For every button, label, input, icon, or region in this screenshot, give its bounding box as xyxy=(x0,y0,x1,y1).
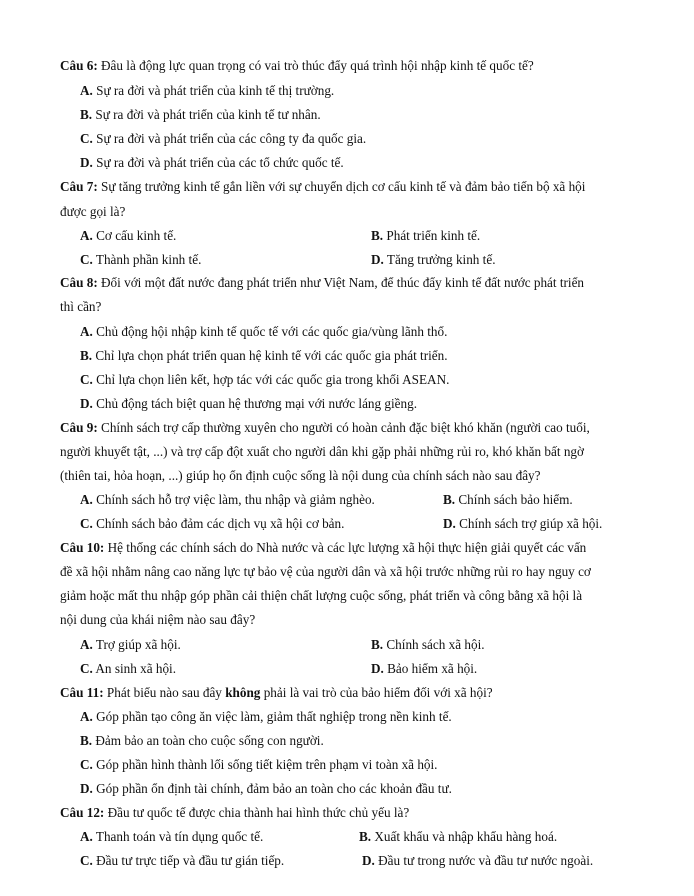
option-letter: C. xyxy=(80,757,93,772)
option-letter: C. xyxy=(80,516,93,531)
question-text: (thiên tai, hỏa hoạn, ...) giúp họ ổn định cuộc sống là nội dung của chính sách nào sau đây? xyxy=(60,468,541,483)
question-text: được gọi là? xyxy=(60,204,126,219)
question-text: thì cần? xyxy=(60,299,102,314)
question-9-stem-cont xyxy=(60,467,541,484)
option-c[interactable] xyxy=(80,660,176,677)
question-number: Câu 10: xyxy=(60,540,105,555)
option-text: An sinh xã hội. xyxy=(95,661,176,676)
option-text: Chủ động hội nhập kinh tế quốc tế với các quốc gia/vùng lãnh thổ. xyxy=(96,324,448,339)
question-11-stem xyxy=(60,684,493,701)
question-6-stem xyxy=(60,57,534,74)
option-letter: A. xyxy=(80,637,93,652)
option-letter: C. xyxy=(80,853,93,868)
option-letter: D. xyxy=(362,853,375,868)
option-text: Sự ra đời và phát triển của các công ty đa quốc gia. xyxy=(96,131,367,146)
question-text: Phát biểu nào sau đây xyxy=(106,685,226,700)
option-letter: C. xyxy=(80,131,93,146)
question-10-stem-cont xyxy=(60,587,582,604)
option-b[interactable] xyxy=(371,636,485,653)
option-letter: A. xyxy=(80,709,93,724)
option-letter: C. xyxy=(80,372,93,387)
option-letter: B. xyxy=(371,637,384,652)
option-letter: A. xyxy=(80,83,93,98)
question-text: giảm hoặc mất thu nhập góp phần cải thiện chất lượng cuộc sống, phát triển và công bằng xã hội là xyxy=(60,588,583,603)
option-letter: D. xyxy=(80,155,93,170)
option-text: Sự ra đời và phát triển của kinh tế tư nhân. xyxy=(95,107,321,122)
option-d[interactable] xyxy=(80,395,417,412)
question-text: Đầu tư quốc tế được chia thành hai hình thức chủ yếu là? xyxy=(107,805,410,820)
question-8-stem-cont xyxy=(60,298,101,315)
option-text: Phát triển kinh tế. xyxy=(386,228,481,243)
option-letter: B. xyxy=(443,492,456,507)
option-text: Sự ra đời và phát triển của các tổ chức quốc tế. xyxy=(96,155,344,170)
option-d[interactable] xyxy=(371,660,477,677)
question-number: Câu 9: xyxy=(60,420,98,435)
question-text: Chính sách trợ cấp thường xuyên cho người có hoàn cảnh đặc biệt khó khăn (người cao tuổi, xyxy=(101,420,590,435)
option-letter: B. xyxy=(80,107,93,122)
option-c[interactable] xyxy=(80,756,437,773)
option-c[interactable] xyxy=(80,251,201,268)
option-text: Chính sách trợ giúp xã hội. xyxy=(459,516,603,531)
option-b[interactable] xyxy=(359,828,557,845)
option-text: Đầu tư trực tiếp và đầu tư gián tiếp. xyxy=(96,853,285,868)
option-letter: D. xyxy=(371,252,384,267)
option-text: Chính sách bảo đảm các dịch vụ xã hội cơ bản. xyxy=(96,516,345,531)
option-text: Chỉ lựa chọn phát triển quan hệ kinh tế với các quốc gia phát triển. xyxy=(95,348,448,363)
option-letter: A. xyxy=(80,324,93,339)
option-d[interactable] xyxy=(80,154,344,171)
option-text: Chính sách xã hội. xyxy=(386,637,485,652)
option-letter: D. xyxy=(371,661,384,676)
question-number: Câu 12: xyxy=(60,805,105,820)
option-letter: D. xyxy=(443,516,456,531)
option-d[interactable] xyxy=(362,852,593,869)
option-text: Góp phần hình thành lối sống tiết kiệm trên phạm vi toàn xã hội. xyxy=(96,757,438,772)
option-letter: B. xyxy=(80,733,93,748)
question-text: đề xã hội nhằm nâng cao năng lực tự bảo vệ của người dân và xã hội trước những rủi ro hay nguy cơ xyxy=(60,564,591,579)
option-letter: A. xyxy=(80,228,93,243)
option-d[interactable] xyxy=(371,251,496,268)
option-text: Cơ cấu kinh tế. xyxy=(96,228,177,243)
option-letter: C. xyxy=(80,252,93,267)
option-b[interactable] xyxy=(371,227,480,244)
option-text: Góp phần ổn định tài chính, đảm bảo an toàn cho các khoản đầu tư. xyxy=(96,781,452,796)
option-letter: B. xyxy=(80,348,93,363)
option-text: Xuất khẩu và nhập khẩu hàng hoá. xyxy=(374,829,558,844)
option-text: Chỉ lựa chọn liên kết, hợp tác với các quốc gia trong khối ASEAN. xyxy=(96,372,450,387)
option-a[interactable] xyxy=(80,636,181,653)
option-text: Tăng trưởng kinh tế. xyxy=(386,252,496,267)
question-number: Câu 6: xyxy=(60,58,98,73)
option-text: Trợ giúp xã hội. xyxy=(95,637,181,652)
option-text: Đảm bảo an toàn cho cuộc sống con người. xyxy=(95,733,324,748)
question-text: Đâu là động lực quan trọng có vai trò thúc đẩy quá trình hội nhập kinh tế quốc tế? xyxy=(101,58,534,73)
option-letter: D. xyxy=(80,781,93,796)
question-10-stem-cont xyxy=(60,563,591,580)
question-text: phải là vai trò của bảo hiểm đối với xã hội? xyxy=(260,685,493,700)
option-text: Bảo hiểm xã hội. xyxy=(387,661,478,676)
question-number: Câu 11: xyxy=(60,685,104,700)
question-number: Câu 7: xyxy=(60,179,98,194)
option-text: Chủ động tách biệt quan hệ thương mại với nước láng giềng. xyxy=(96,396,418,411)
option-b[interactable] xyxy=(80,106,321,123)
option-a[interactable] xyxy=(80,227,176,244)
option-text: Chính sách hỗ trợ việc làm, thu nhập và giảm nghèo. xyxy=(96,492,375,507)
question-text: người khuyết tật, ...) và trợ cấp đột xuất cho người dân khi gặp phải những rủi ro, khó khăn bất ngờ xyxy=(60,444,584,459)
question-text: Đối với một đất nước đang phát triển như Việt Nam, để thúc đẩy kinh tế đất nước phát triển xyxy=(101,275,585,290)
option-text: Thành phần kinh tế. xyxy=(95,252,202,267)
option-text: Chính sách bảo hiểm. xyxy=(458,492,573,507)
question-number: Câu 8: xyxy=(60,275,98,290)
question-9-stem-cont xyxy=(60,443,584,460)
option-a[interactable] xyxy=(80,82,334,99)
question-text: Hệ thống các chính sách do Nhà nước và các lực lượng xã hội thực hiện giải quyết các vấn xyxy=(107,540,587,555)
question-9-stem xyxy=(60,419,590,436)
option-letter: C. xyxy=(80,661,93,676)
option-d[interactable] xyxy=(443,515,602,532)
option-b[interactable] xyxy=(80,347,448,364)
question-12-stem xyxy=(60,804,409,821)
option-c[interactable] xyxy=(80,852,284,869)
question-text: Sự tăng trưởng kinh tế gắn liền với sự chuyển dịch cơ cấu kinh tế và đảm bảo tiến bộ xã hội xyxy=(101,179,586,194)
question-7-stem xyxy=(60,178,585,195)
question-text-emphasis: không xyxy=(225,685,261,700)
option-d[interactable] xyxy=(80,780,452,797)
option-c[interactable] xyxy=(80,371,449,388)
question-text: nội dung của khái niệm nào sau đây? xyxy=(60,612,256,627)
question-8-stem xyxy=(60,274,584,291)
option-a[interactable] xyxy=(80,491,375,508)
option-b[interactable] xyxy=(443,491,573,508)
option-letter: B. xyxy=(371,228,384,243)
option-letter: B. xyxy=(359,829,372,844)
question-10-stem xyxy=(60,539,586,556)
option-b[interactable] xyxy=(80,732,324,749)
option-text: Góp phần tạo công ăn việc làm, giảm thất nghiệp trong nền kinh tế. xyxy=(96,709,452,724)
option-letter: A. xyxy=(80,492,93,507)
option-letter: A. xyxy=(80,829,93,844)
question-7-stem-cont xyxy=(60,203,125,220)
option-a[interactable] xyxy=(80,323,447,340)
option-c[interactable] xyxy=(80,515,344,532)
option-text: Thanh toán và tín dụng quốc tế. xyxy=(95,829,264,844)
option-c[interactable] xyxy=(80,130,366,147)
option-text: Sự ra đời và phát triển của kinh tế thị trường. xyxy=(96,83,335,98)
option-letter: D. xyxy=(80,396,93,411)
option-a[interactable] xyxy=(80,828,263,845)
question-10-stem-cont xyxy=(60,611,255,628)
option-text: Đầu tư trong nước và đầu tư nước ngoài. xyxy=(378,853,594,868)
option-a[interactable] xyxy=(80,708,452,725)
